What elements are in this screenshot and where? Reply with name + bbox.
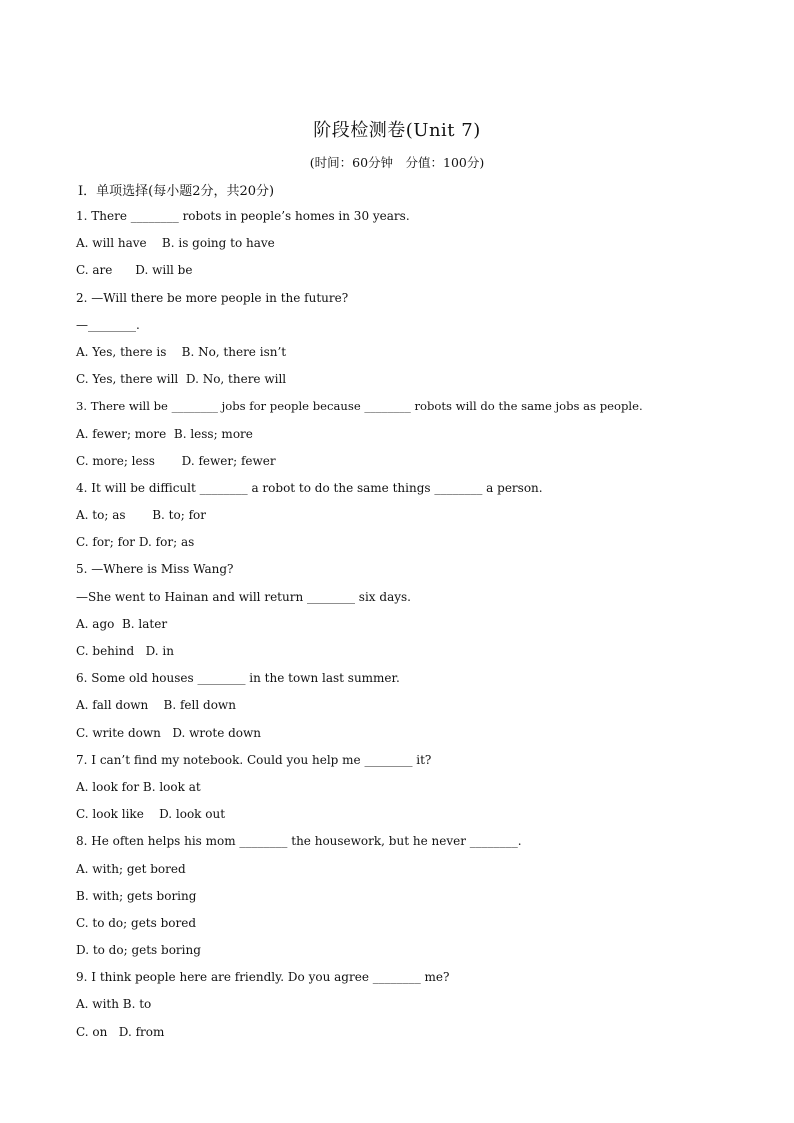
question-list [76, 208, 756, 1051]
question-8-option-b: B. with; gets boring [76, 888, 197, 903]
question-1-options-cd: C. are D. will be [76, 263, 193, 278]
question-3-options-cd: C. more; less D. fewer; fewer [76, 453, 276, 468]
exam-info: (时间：60分钟 分值：100分) [309, 155, 485, 170]
question-2-options-cd: C. Yes, there will D. No, there will [76, 372, 287, 387]
question-2-answer-blank: —________. [76, 317, 140, 332]
question-7-options-ab: A. look for B. look at [76, 779, 201, 794]
question-6-options-ab: A. fall down B. fell down [76, 698, 236, 713]
question-8-stem: 8. He often helps his mom ________ the housework, but he never ________. [76, 834, 522, 849]
section-heading: Ⅰ．单项选择(每小题2分，共20分) [78, 184, 275, 199]
question-6-options-cd: C. write down D. wrote down [76, 725, 262, 740]
question-3-stem: 3. There will be ________ jobs for people because ________ robots will do the same jobs as people. [76, 399, 643, 414]
question-8-option-c: C. to do; gets bored [76, 915, 197, 930]
question-9-stem: 9. I think people here are friendly. Do you agree ________ me? [76, 970, 450, 985]
question-5-dialogue: —She went to Hainan and will return ________ six days. [76, 589, 411, 604]
question-4-options-ab: A. to; as B. to; for [76, 508, 206, 523]
question-7-stem: 7. I can’t find my notebook. Could you help me ________ it? [76, 752, 432, 767]
question-5-stem: 5. —Where is Miss Wang? [76, 562, 234, 577]
question-2-options-ab: A. Yes, there is B. No, there isn’t [76, 344, 287, 359]
page-title: 阶段检测卷(Unit 7) [313, 120, 481, 141]
question-4-options-cd: C. for; for D. for; as [76, 535, 195, 550]
question-9-options-ab: A. with B. to [76, 997, 152, 1012]
question-5-options-cd: C. behind D. in [76, 644, 174, 658]
question-5-options-ab: A. ago B. later [76, 616, 168, 631]
question-8-option-a: A. with; get bored [76, 861, 186, 876]
question-6-stem: 6. Some old houses ________ in the town last summer. [76, 671, 400, 686]
question-8-option-d: D. to do; gets boring [76, 943, 201, 958]
question-2-stem: 2. —Will there be more people in the future? [76, 290, 349, 305]
question-9-options-cd: C. on D. from [76, 1024, 165, 1039]
question-4-stem: 4. It will be difficult ________ a robot to do the same things ________ a person. [76, 480, 543, 495]
question-1-stem: 1. There ________ robots in people’s homes in 30 years. [76, 209, 410, 223]
question-7-options-cd: C. look like D. look out [76, 807, 226, 822]
question-3-options-ab: A. fewer; more B. less; more [76, 426, 253, 441]
question-1-options-ab: A. will have B. is going to have [76, 236, 275, 251]
